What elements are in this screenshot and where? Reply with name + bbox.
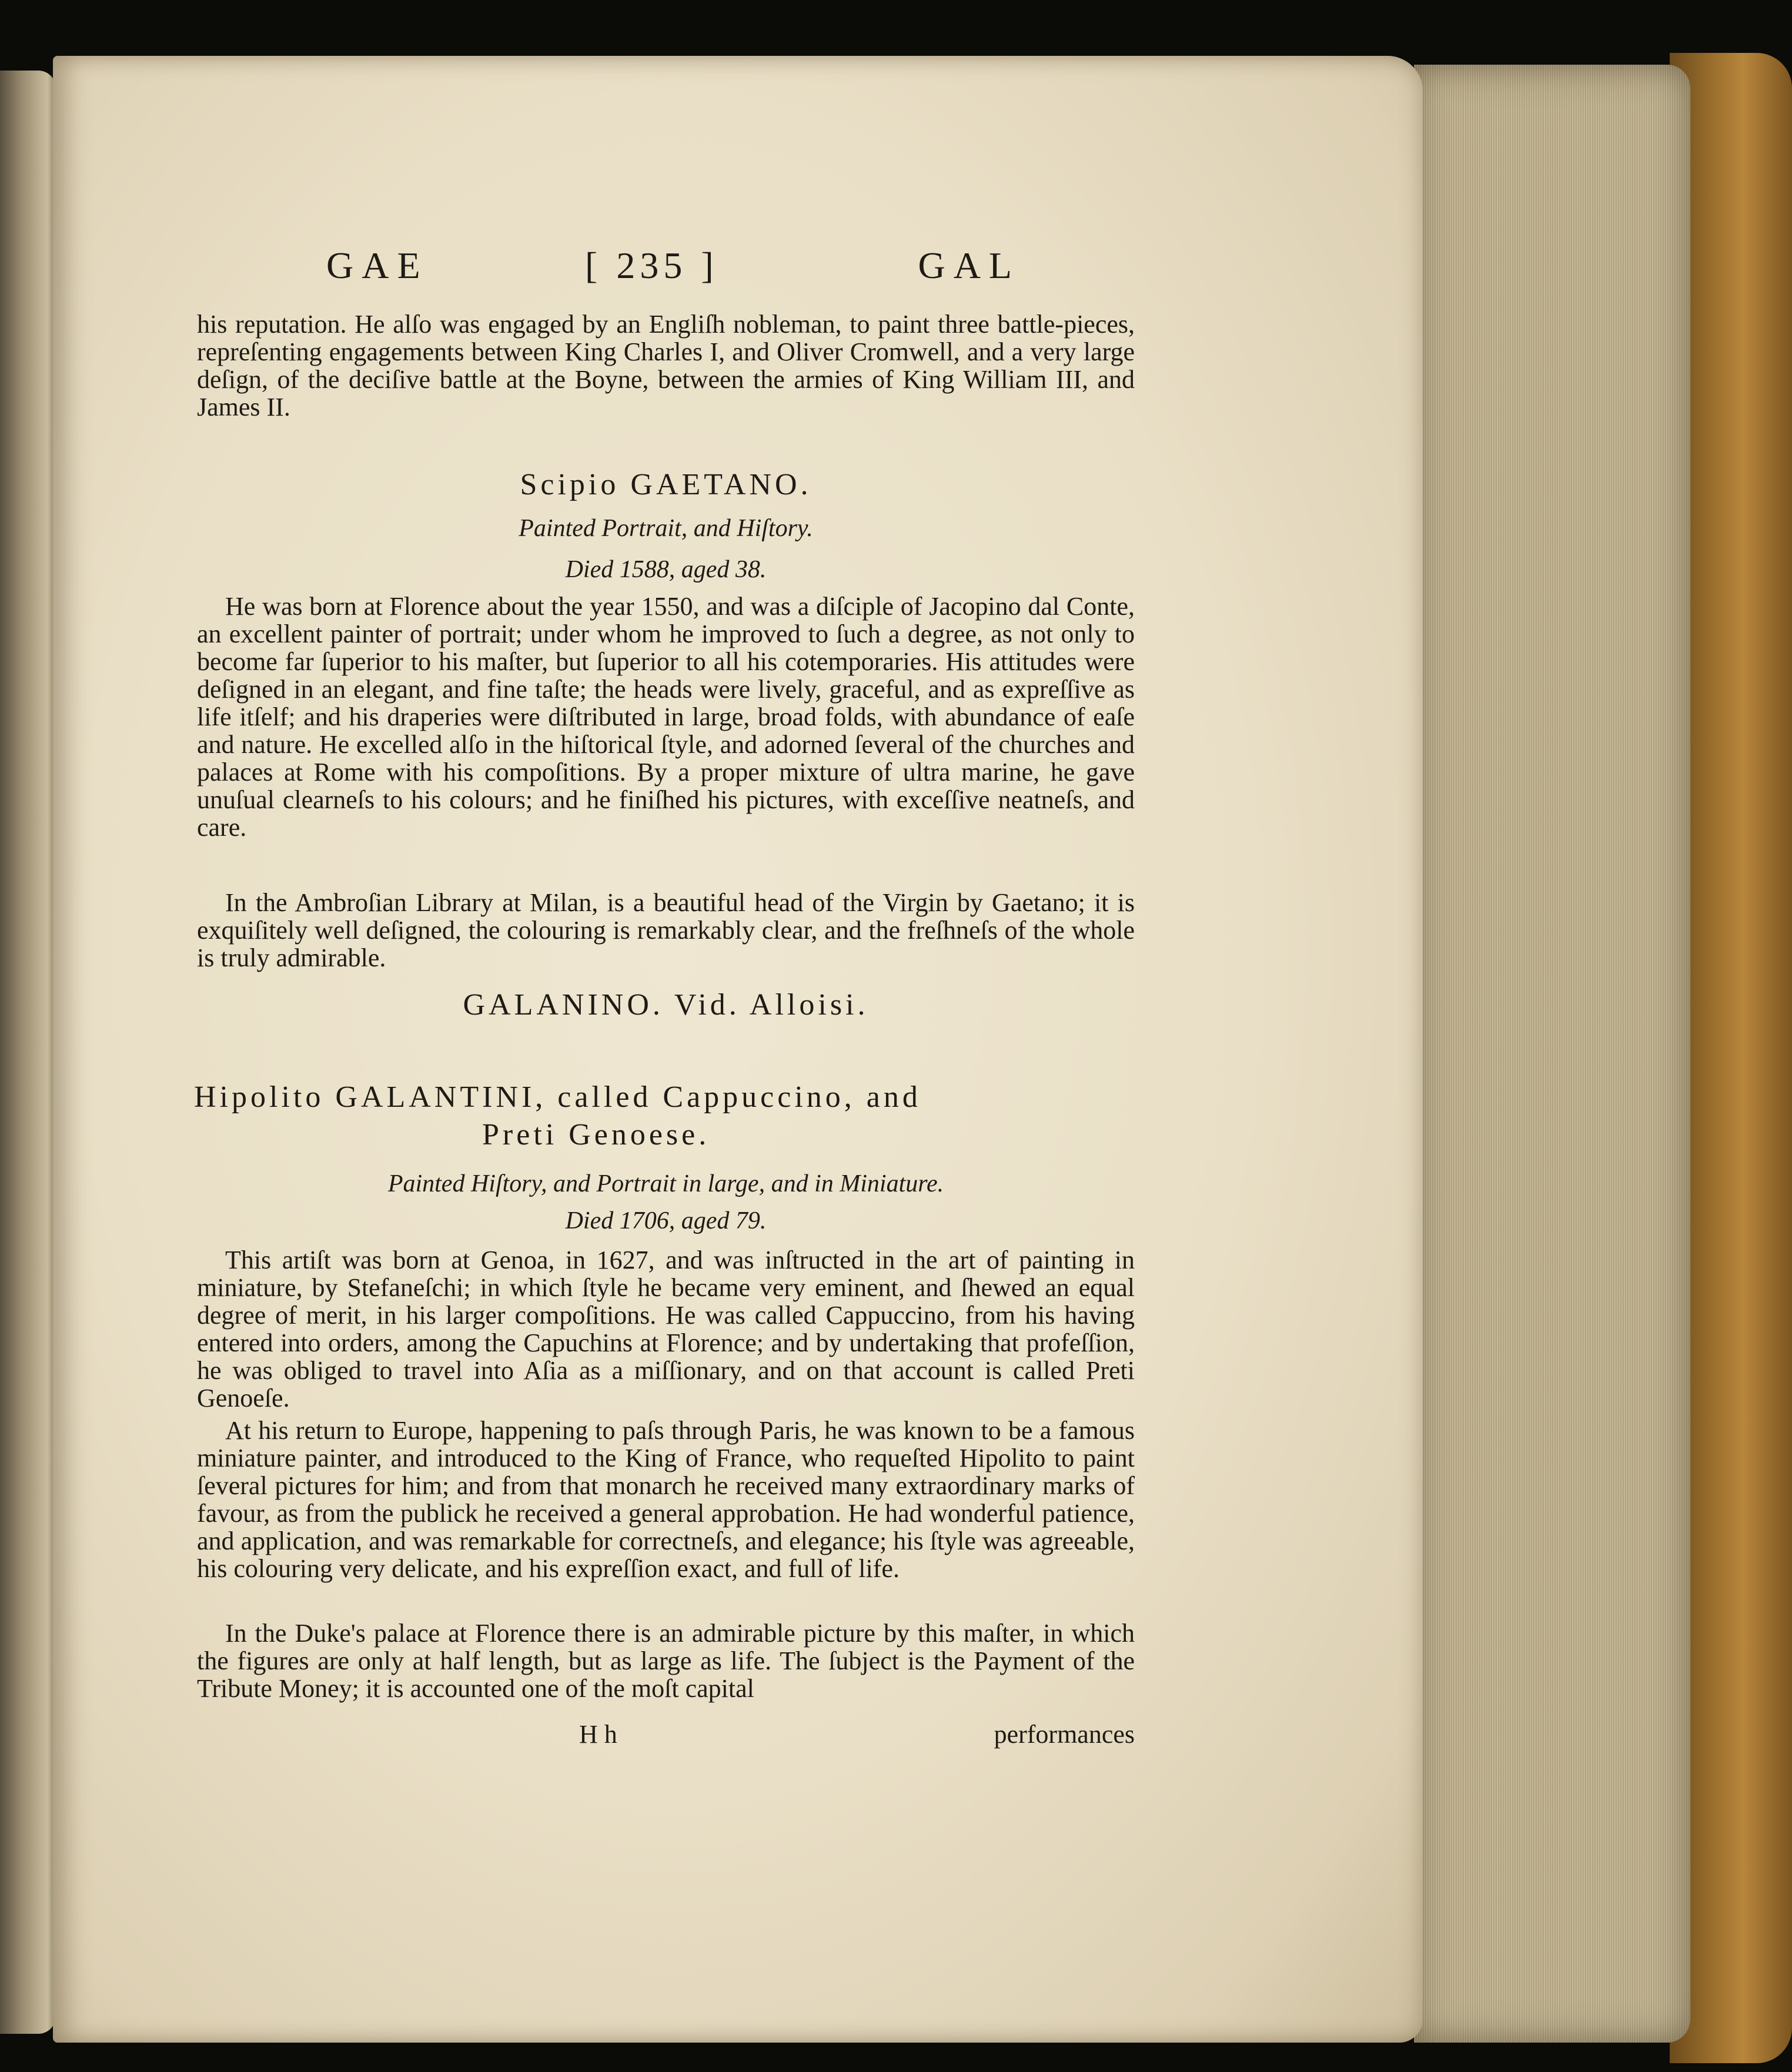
entry-subtitle-galantini: Painted Hiſtory, and Portrait in large, and in Miniature. [387,1170,944,1197]
entry-heading-galantini-line2: Preti Genoese. [482,1118,710,1152]
continued-paragraph: his reputation. He alſo was engaged by an Engliſh nobleman, to paint three battle-pieces, repreſenting engagements between King Charles I, and Oliver Cromwell, and a very large deſign, of the deciſive battle at the Boyne, between the armies of King William III, and James II. [197,310,1135,421]
entry-dates-gaetano: Died 1588, aged 38. [565,556,767,583]
entry-heading-gaetano: Scipio GAETANO. [520,468,812,501]
paragraph-gaetano-2: In the Ambroſian Library at Milan, is a beautiful head of the Virgin by Gaetano; it is exquiſitely well deſigned, the colouring is remarkably clear, and the freſhneſs of the whole is truly admirable. [197,888,1135,972]
entry-dates-galantini: Died 1706, aged 79. [565,1207,767,1234]
left-page-edge [0,71,56,2034]
catchword: performances [994,1720,1135,1749]
page-stack-edge [1414,65,1690,2043]
paragraph-galantini-1: This artiſt was born at Genoa, in 1627, and was inſtructed in the art of painting in miniature, by Stefaneſchi; in which ſtyle he became very eminent, and ſhewed an equal degree of merit, in his larger compoſitions. He was called Cappuccino, from his having entered into orders, among the Capuchins at Florence; and by undertaking that profeſſion, he was obliged to travel into Aſia as a miſſionary, and on that account is called Preti Genoeſe. [197,1246,1135,1412]
paragraph-gaetano-1: He was born at Florence about the year 1550, and was a diſciple of Jacopino dal Conte, an excellent painter of portrait; under whom he improved to ſuch a degree, as not only to become far ſuperior to his maſter, but ſuperior to all his cotemporaries. His attitudes were deſigned in an elegant, and fine taſte; the heads were lively, graceful, and as expreſſive as life itſelf; and his draperies were diſtributed in large, broad folds, with abundance of eaſe and nature. He excelled alſo in the hiſtorical ſtyle, and adorned ſeveral of the churches and palaces at Rome with his compoſitions. By a proper mixture of ultra marine, he gave unuſual clearneſs to his colours; and he finiſhed his pictures, with exceſſive neatneſs, and care. [197,592,1135,842]
entry-heading-galantini-line1: Hipolito GALANTINI, called Cappuccino, and [194,1080,921,1114]
running-head-left: GAE [326,245,429,286]
entry-heading-galantini [194,1079,1146,1154]
entry-subtitle-gaetano: Painted Portrait, and Hiſtory. [519,515,813,542]
running-head [326,244,1020,303]
running-head-right: GAL [918,245,1020,286]
page-number: [ 235 ] [585,245,718,286]
paragraph-galantini-3: In the Duke's palace at Florence there is an admirable picture by this maſter, in which the figures are only at half length, but as large as life. The ſubject is the Payment of the Tribute Money; it is accounted one of the moſt capital [197,1619,1135,1703]
page-footer [197,1719,1135,1755]
cross-reference-galanino: GALANINO. Vid. Alloisi. [463,988,869,1022]
signature-mark: H h [579,1720,617,1749]
paragraph-galantini-2: At his return to Europe, happening to paſs through Paris, he was known to be a famous miniature painter, and introduced to the King of France, who requeſted Hipolito to paint ſeveral pictures for him; and from that monarch he received many extraordinary marks of favour, as from the publick he received a general approbation. He had wonderful patience, and application, and was remarkable for correctneſs, and elegance; his ſtyle was agreeable, his colouring very delicate, and his expreſſion exact, and full of life. [197,1416,1135,1583]
